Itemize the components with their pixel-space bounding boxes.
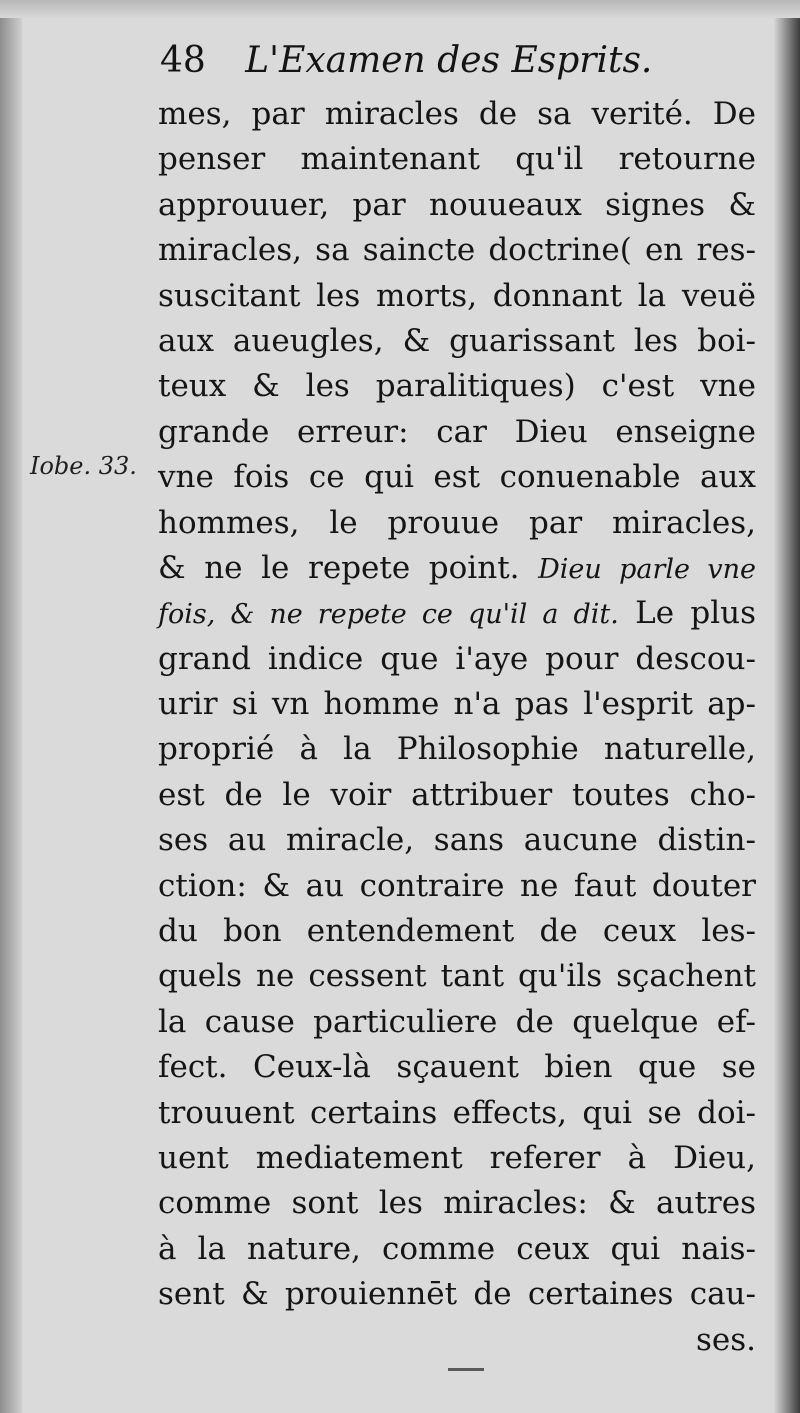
text-line-with-quote bbox=[158, 546, 756, 591]
text-line: fect. Ceux-là sçauent bien que se bbox=[158, 1049, 756, 1086]
text-line: à la nature, comme ceux qui nais- bbox=[158, 1230, 756, 1267]
text-line: proprié à la Philosophie naturelle, bbox=[158, 731, 756, 768]
text-line: uent mediatement referer à Dieu, bbox=[158, 1139, 756, 1176]
text-line: ses au miracle, sans aucune distin- bbox=[158, 822, 756, 859]
text-line: comme sont les miracles: & autres bbox=[158, 1185, 756, 1222]
text-line: vne fois ce qui est conuenable aux bbox=[158, 459, 756, 496]
text-line: trouuent certains effects, qui se doi- bbox=[158, 1094, 756, 1131]
text-line: approuuer, par nouueaux signes & bbox=[158, 186, 756, 223]
text-line: la cause particuliere de quelque ef- bbox=[158, 1003, 756, 1040]
text-line: ction: & au contraire ne faut douter bbox=[158, 867, 756, 904]
catchword: ses. bbox=[695, 1321, 756, 1358]
text-line: quels ne cessent tant qu'ils sçachent bbox=[158, 958, 756, 995]
running-header bbox=[160, 40, 652, 81]
running-title: L'Examen des Esprits. bbox=[245, 40, 653, 81]
text-line: urir si vn homme n'a pas l'esprit ap- bbox=[158, 686, 756, 723]
text-line: sent & prouiennēt de certaines cau- bbox=[158, 1276, 756, 1313]
text-line: du bon entendement de ceux les- bbox=[158, 913, 756, 950]
body-text bbox=[158, 92, 756, 1363]
text-line: penser maintenant qu'il retourne bbox=[158, 141, 756, 178]
text-line: grande erreur: car Dieu enseigne bbox=[158, 413, 756, 450]
text-segment: Le plus bbox=[618, 595, 756, 632]
text-line: est de le voir attribuer toutes cho- bbox=[158, 776, 756, 813]
text-line: miracles, sa saincte doctrine( en res- bbox=[158, 232, 756, 269]
scripture-quote: Dieu parle vne bbox=[538, 553, 756, 585]
page-edge-left bbox=[0, 0, 22, 1413]
text-line: hommes, le prouue par miracles, bbox=[158, 504, 756, 541]
page-edge-right bbox=[774, 0, 800, 1413]
margin-note: Iobe. 33. bbox=[30, 452, 137, 480]
text-line: aux aueugles, & guarissant les boi- bbox=[158, 322, 756, 359]
page-number: 48 bbox=[160, 40, 206, 81]
text-line: grand indice que i'aye pour descou- bbox=[158, 640, 756, 677]
text-line: suscitant les morts, donnant la veuë bbox=[158, 277, 756, 314]
text-line: mes, par miracles de sa verité. De bbox=[158, 96, 756, 132]
scripture-quote: fois, & ne repete ce qu'il a dit. bbox=[158, 599, 619, 631]
text-line: teux & les paralitiques) c'est vne bbox=[158, 368, 756, 405]
text-line-with-quote bbox=[158, 591, 756, 636]
text-segment: & ne le repete point. bbox=[158, 549, 539, 586]
bottom-ornament bbox=[448, 1368, 484, 1371]
page-edge-top bbox=[0, 0, 800, 18]
